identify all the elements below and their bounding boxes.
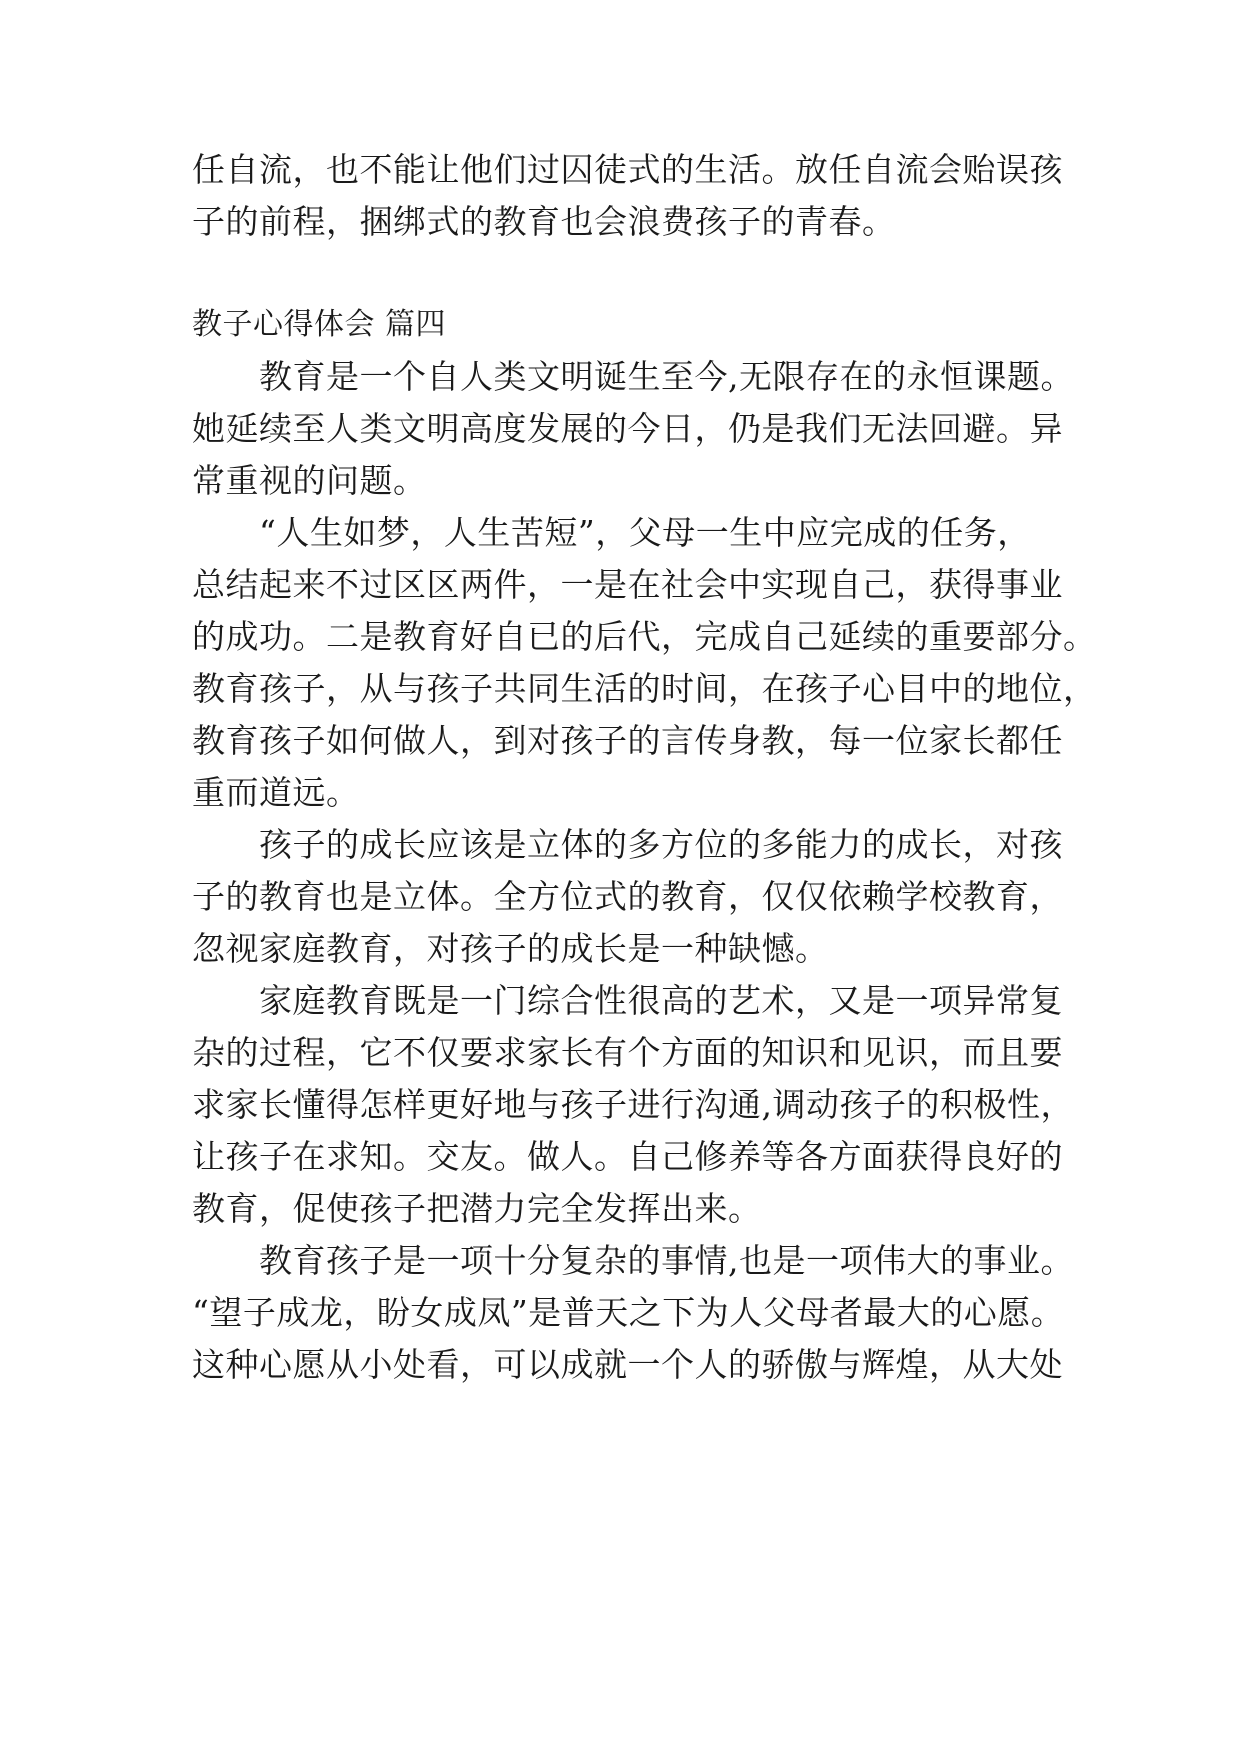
text-line: 忽视家庭教育，对孩子的成长是一种缺憾。 [192,929,829,968]
text-line: 她延续至人类文明高度发展的今日，仍是我们无法回避。异 [192,409,1063,448]
text-line: 这种心愿从小处看，可以成就一个人的骄傲与辉煌，从大处 [192,1345,1063,1384]
text-line: 总结起来不过区区两件，一是在社会中实现自己，获得事业 [192,565,1063,604]
text-line: 的成功。二是教育好自已的后代，完成自己延续的重要部分。 [192,617,1097,656]
text-line: 子的教育也是立体。全方位式的教育，仅仅依赖学校教育， [192,877,1063,916]
text-line: 教育孩子，从与孩子共同生活的时间，在孩子心目中的地位， [192,669,1097,708]
text-line: 孩子的成长应该是立体的多方位的多能力的成长，对孩 [192,825,1063,864]
text-line: 教育，促使孩子把潜力完全发挥出来。 [192,1189,762,1228]
text-line: 杂的过程，它不仅要求家长有个方面的知识和见识，而且要 [192,1033,1063,1072]
text-line: 常重视的问题。 [192,461,427,500]
text-line: 教育是一个自人类文明诞生至今,无限存在的永恒课题。 [192,357,1074,396]
text-line: 求家长懂得怎样更好地与孩子进行沟通,调动孩子的积极性， [192,1085,1074,1124]
text-line: 教育孩子如何做人，到对孩子的言传身教，每一位家长都任 [192,721,1063,760]
text-line: 教育孩子是一项十分复杂的事情,也是一项伟大的事业。 [192,1241,1074,1280]
section-title: 教子心得体会 篇四 [192,307,447,342]
text-line: “人生如梦，人生苦短”，父母一生中应完成的任务， [192,513,1031,552]
text-line: 让孩子在求知。交友。做人。自己修养等各方面获得良好的 [192,1137,1063,1176]
text-line: “望子成龙，盼女成凤”是普天之下为人父母者最大的心愿。 [192,1293,1065,1332]
text-line: 任自流，也不能让他们过囚徒式的生活。放任自流会贻误孩 [192,150,1063,189]
text-line: 家庭教育既是一门综合性很高的艺术，又是一项异常复 [192,981,1063,1020]
text-line: 子的前程，捆绑式的教育也会浪费孩子的青春。 [192,202,896,241]
text-line: 重而道远。 [192,773,360,812]
